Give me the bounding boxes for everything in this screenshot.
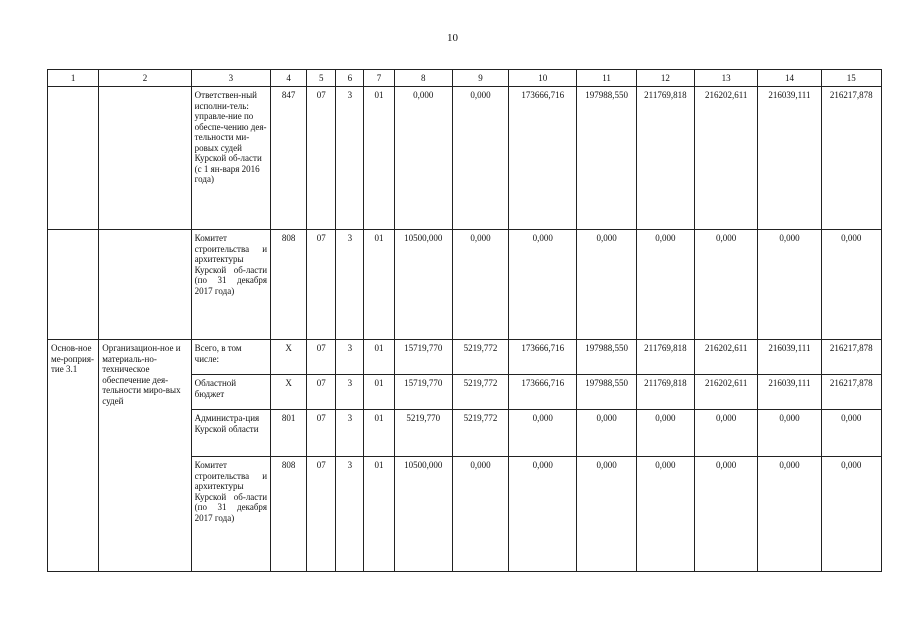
cell-value: 10500,000: [394, 230, 452, 340]
cell-value: 5219,772: [452, 375, 508, 410]
cell-executor: Ответствен-ный исполни-тель: управле-ние по обеспе-чению дея-тельности ми-ровых судей Курской об-ласти (с 1 ян-варя 2016 года): [191, 87, 270, 230]
cell-value: 216217,878: [821, 87, 881, 230]
cell-rz: 07: [307, 410, 336, 457]
cell-pr: 3: [336, 410, 364, 457]
cell-value: 197988,550: [577, 340, 636, 375]
column-header: 14: [758, 70, 821, 87]
cell-grbs: Х: [271, 340, 307, 375]
cell-csr: 01: [364, 340, 394, 375]
cell-value: 216202,611: [695, 87, 758, 230]
column-header: 13: [695, 70, 758, 87]
column-header: 7: [364, 70, 394, 87]
cell-value: 0,000: [509, 230, 577, 340]
cell-value: 0,000: [636, 410, 694, 457]
cell-grbs: Х: [271, 375, 307, 410]
cell-value: 216039,111: [758, 87, 821, 230]
cell-value: 0,000: [509, 457, 577, 572]
cell-csr: 01: [364, 375, 394, 410]
cell-pr: 3: [336, 375, 364, 410]
cell-value: 0,000: [577, 410, 636, 457]
cell-csr: 01: [364, 410, 394, 457]
cell-name: Организацион-ное и материаль-но-техническое обеспечение дея-тельности миро-вых судей: [99, 340, 191, 572]
cell-value: 0,000: [821, 410, 881, 457]
cell-pr: 3: [336, 457, 364, 572]
cell-value: 5219,772: [452, 410, 508, 457]
page-number: 10: [447, 32, 458, 44]
cell-executor: Комитет строительства и архитектуры Курской об-ласти (по 31 декабря 2017 года): [191, 457, 270, 572]
cell-value: 0,000: [394, 87, 452, 230]
cell-value: 216202,611: [695, 375, 758, 410]
cell-value: 0,000: [695, 457, 758, 572]
cell-name: [99, 87, 191, 230]
cell-grbs: 801: [271, 410, 307, 457]
cell-value: 0,000: [577, 230, 636, 340]
cell-csr: 01: [364, 87, 394, 230]
header-row: [48, 70, 882, 87]
cell-grbs: 808: [271, 230, 307, 340]
cell-value: 197988,550: [577, 87, 636, 230]
cell-rz: 07: [307, 375, 336, 410]
cell-value: 216039,111: [758, 340, 821, 375]
cell-executor: Комитет строительства и архитектуры Курской об-ласти (по 31 декабря 2017 года): [191, 230, 270, 340]
column-header: 9: [452, 70, 508, 87]
cell-csr: 01: [364, 457, 394, 572]
cell-value: 216202,611: [695, 340, 758, 375]
cell-event: Основ-ное ме-роприя-тие 3.1: [48, 340, 99, 572]
cell-grbs: 847: [271, 87, 307, 230]
cell-value: 0,000: [509, 410, 577, 457]
cell-value: 15719,770: [394, 375, 452, 410]
cell-event: [48, 230, 99, 340]
column-header: 10: [509, 70, 577, 87]
cell-value: 197988,550: [577, 375, 636, 410]
cell-value: 216217,878: [821, 375, 881, 410]
cell-rz: 07: [307, 87, 336, 230]
column-header: 3: [191, 70, 270, 87]
cell-value: 216217,878: [821, 340, 881, 375]
cell-csr: 01: [364, 230, 394, 340]
cell-value: 0,000: [695, 230, 758, 340]
column-header: 11: [577, 70, 636, 87]
cell-pr: 3: [336, 87, 364, 230]
cell-value: 0,000: [758, 410, 821, 457]
cell-value: 211769,818: [636, 87, 694, 230]
cell-value: 211769,818: [636, 375, 694, 410]
cell-value: 173666,716: [509, 375, 577, 410]
cell-value: 15719,770: [394, 340, 452, 375]
column-header: 1: [48, 70, 99, 87]
cell-value: 0,000: [695, 410, 758, 457]
cell-rz: 07: [307, 230, 336, 340]
cell-pr: 3: [336, 340, 364, 375]
column-header: 5: [307, 70, 336, 87]
cell-value: 0,000: [452, 230, 508, 340]
table-row: [48, 340, 882, 375]
cell-value: 0,000: [452, 457, 508, 572]
cell-value: 5219,770: [394, 410, 452, 457]
column-header: 6: [336, 70, 364, 87]
cell-value: 211769,818: [636, 340, 694, 375]
budget-table: [47, 69, 882, 572]
table-row: [48, 230, 882, 340]
cell-rz: 07: [307, 340, 336, 375]
cell-value: 0,000: [636, 230, 694, 340]
column-header: 8: [394, 70, 452, 87]
cell-grbs: 808: [271, 457, 307, 572]
cell-name: [99, 230, 191, 340]
cell-value: 0,000: [577, 457, 636, 572]
column-header: 2: [99, 70, 191, 87]
cell-executor: Администра-ция Курской области: [191, 410, 270, 457]
cell-value: 173666,716: [509, 87, 577, 230]
cell-rz: 07: [307, 457, 336, 572]
cell-value: 0,000: [758, 230, 821, 340]
cell-executor: Всего, в том числе:: [191, 340, 270, 375]
column-header: 15: [821, 70, 881, 87]
cell-value: 0,000: [758, 457, 821, 572]
cell-value: 216039,111: [758, 375, 821, 410]
column-header: 12: [636, 70, 694, 87]
cell-value: 0,000: [821, 230, 881, 340]
cell-value: 0,000: [636, 457, 694, 572]
table-row: [48, 87, 882, 230]
cell-executor: Областной бюджет: [191, 375, 270, 410]
cell-value: 173666,716: [509, 340, 577, 375]
cell-value: 10500,000: [394, 457, 452, 572]
cell-value: 5219,772: [452, 340, 508, 375]
cell-value: 0,000: [821, 457, 881, 572]
column-header: 4: [271, 70, 307, 87]
cell-value: 0,000: [452, 87, 508, 230]
cell-event: [48, 87, 99, 230]
cell-pr: 3: [336, 230, 364, 340]
